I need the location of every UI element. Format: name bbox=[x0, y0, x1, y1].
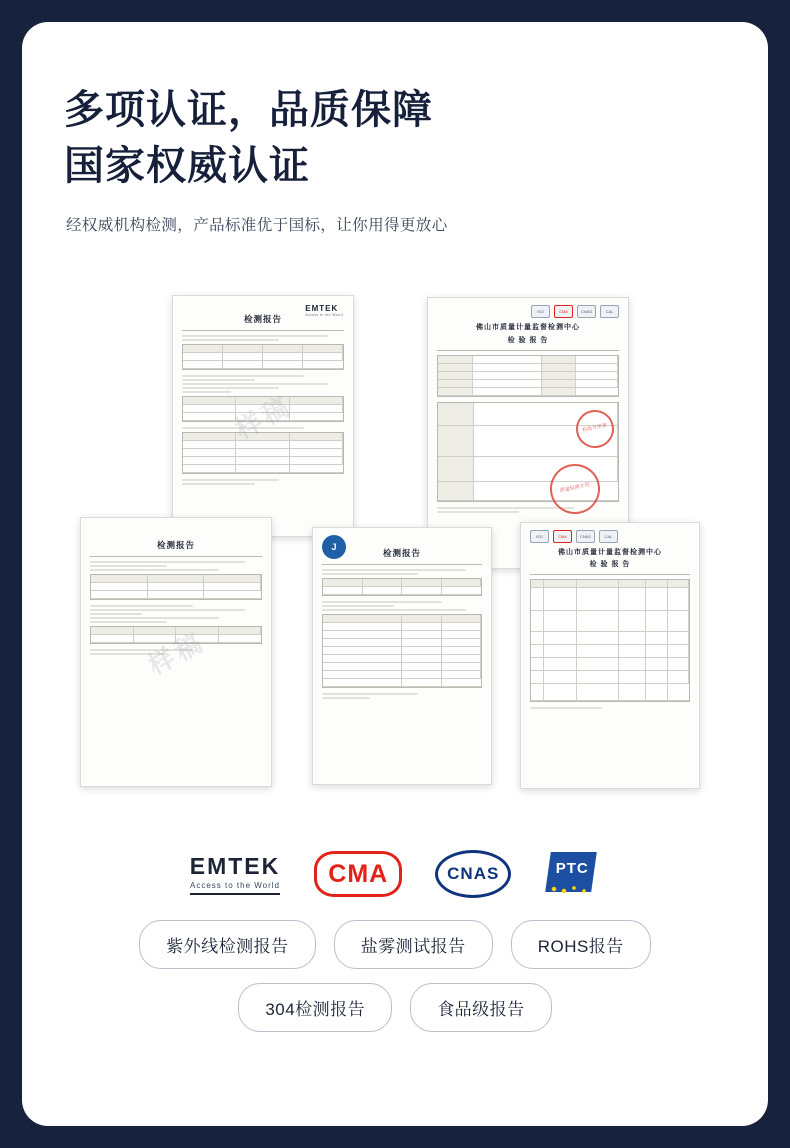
badge-cal-icon: CAL bbox=[600, 305, 619, 318]
red-seal-stamp: 检验专用章 bbox=[572, 406, 617, 451]
badge-cal-icon: CAL bbox=[599, 530, 618, 543]
tag-304-report[interactable]: 304检测报告 bbox=[238, 983, 392, 1032]
certificate-image-right[interactable] bbox=[520, 522, 700, 789]
badge-cnas-icon: CNAS bbox=[576, 530, 595, 543]
report-tag-row-2 bbox=[22, 983, 768, 1032]
red-seal-stamp-2: 质量检测专用 bbox=[545, 459, 604, 518]
tag-salt-spray-report[interactable]: 盐雾测试报告 bbox=[334, 920, 493, 969]
report-tag-row-1 bbox=[22, 920, 768, 969]
page-title-line1: 多项认证，品质保障 bbox=[64, 88, 433, 132]
certificate-collage bbox=[22, 277, 768, 807]
doc-watermark: 样稿 bbox=[143, 625, 211, 681]
lab-logo-icon: J bbox=[322, 535, 346, 559]
doc-title: 佛山市质量计量监督检测中心 bbox=[558, 549, 662, 556]
certificate-image-emtek-top[interactable] bbox=[172, 295, 354, 537]
emtek-logo-sub: Access to the World bbox=[190, 881, 280, 890]
page-subtitle: 经权威机构检测，产品标准优于国标，让你用得更放心 bbox=[66, 217, 448, 235]
badge-iso-icon: ISO bbox=[530, 530, 549, 543]
certificate-image-center[interactable] bbox=[312, 527, 492, 785]
cnas-logo-text: CNAS bbox=[447, 864, 500, 883]
content-card bbox=[22, 22, 768, 1126]
doc-title: 检测报告 bbox=[243, 314, 282, 324]
tag-food-grade-report[interactable]: 食品级报告 bbox=[410, 983, 552, 1032]
doc-title: 佛山市质量计量监督检测中心 bbox=[476, 324, 580, 331]
certification-logo-row bbox=[22, 850, 768, 898]
emtek-logo-mini-sub: Access to the World bbox=[305, 313, 343, 317]
emtek-logo bbox=[190, 853, 281, 895]
emtek-logo-mini bbox=[305, 304, 343, 317]
accreditation-badges-right bbox=[530, 530, 690, 543]
doc-subtitle: 检 验 报 告 bbox=[589, 561, 631, 568]
certificate-image-left[interactable] bbox=[80, 517, 272, 787]
emtek-logo-text: EMTEK bbox=[189, 853, 281, 879]
ptc-logo-text: PTC bbox=[555, 860, 589, 877]
ptc-dots-icon bbox=[550, 885, 594, 895]
tag-rohs-report[interactable]: ROHS报告 bbox=[511, 920, 651, 969]
doc-subtitle: 检 验 报 告 bbox=[507, 337, 549, 344]
doc-title: 检测报告 bbox=[156, 540, 195, 550]
badge-cma-icon: CMA bbox=[554, 305, 573, 318]
accreditation-badges bbox=[437, 305, 619, 318]
cma-logo-text: CMA bbox=[328, 859, 389, 888]
badge-cnas-icon: CNAS bbox=[577, 305, 596, 318]
report-tag-list bbox=[22, 920, 768, 1046]
cnas-logo bbox=[436, 850, 510, 898]
doc-title: 检测报告 bbox=[382, 548, 421, 558]
badge-cma-icon: CMA bbox=[553, 530, 572, 543]
cma-logo bbox=[314, 851, 402, 897]
emtek-logo-mini-text: EMTEK bbox=[305, 304, 339, 313]
page-title-line2: 国家权威认证 bbox=[64, 143, 310, 188]
ptc-logo bbox=[544, 850, 600, 898]
tag-uv-report[interactable]: 紫外线检测报告 bbox=[139, 920, 316, 969]
heading-block bbox=[64, 84, 724, 235]
badge-iso-icon: ISO bbox=[531, 305, 550, 318]
